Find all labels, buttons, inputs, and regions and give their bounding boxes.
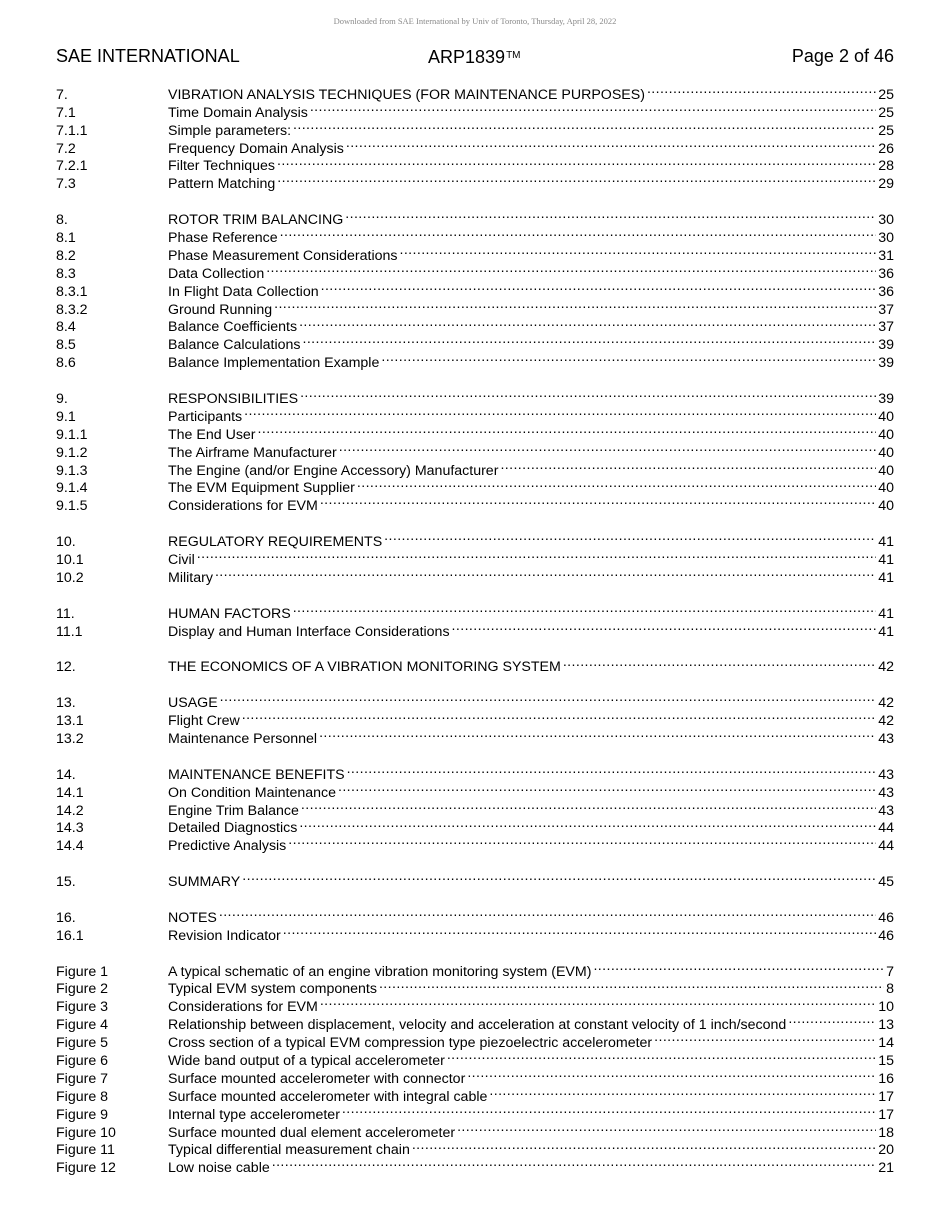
toc-entry-number: 7.1.1 xyxy=(56,122,88,139)
toc-entry-number: Figure 9 xyxy=(56,1106,109,1123)
toc-entry-page: 37 xyxy=(878,319,894,336)
toc-entry-page: 40 xyxy=(878,444,894,461)
toc-entry-page: 31 xyxy=(878,247,894,264)
toc-entry-page: 41 xyxy=(878,569,894,586)
toc-entry-title: In Flight Data Collection xyxy=(168,283,319,300)
dot-leader xyxy=(345,206,876,224)
dot-leader xyxy=(277,153,876,171)
dot-leader xyxy=(412,1137,876,1155)
toc-entry-page: 43 xyxy=(878,766,894,783)
toc-entry-page: 21 xyxy=(878,1160,894,1177)
toc-entry-title: Balance Coefficients xyxy=(168,319,298,336)
toc-entry-number: 10.1 xyxy=(56,552,84,569)
toc-entry-number: 8.5 xyxy=(56,337,76,354)
dot-leader xyxy=(338,779,876,797)
toc-entry-page: 46 xyxy=(878,909,894,926)
toc-entry xyxy=(56,958,894,980)
dot-leader xyxy=(274,296,876,314)
toc-entry-page: 28 xyxy=(878,158,894,175)
dot-leader xyxy=(379,976,884,994)
dot-leader xyxy=(288,832,876,850)
toc-entry-title: Phase Measurement Considerations xyxy=(168,247,398,264)
toc-entry-page: 36 xyxy=(878,265,894,282)
dot-leader xyxy=(563,654,876,672)
dot-leader xyxy=(593,958,884,976)
toc-entry-title: Internal type accelerometer xyxy=(168,1106,340,1123)
toc-entry-number: 8. xyxy=(56,212,68,229)
toc-entry-number: 9.1.5 xyxy=(56,498,88,515)
toc-entry-title: Frequency Domain Analysis xyxy=(168,140,344,157)
toc-section xyxy=(56,600,894,640)
toc-entry-title: ROTOR TRIM BALANCING xyxy=(168,212,344,229)
toc-section xyxy=(56,904,894,944)
toc-entry-number: 13. xyxy=(56,695,76,712)
toc-entry-number: Figure 8 xyxy=(56,1088,109,1105)
toc-entry-number: 7.2.1 xyxy=(56,158,88,175)
toc-entry-title: RESPONSIBILITIES xyxy=(168,391,299,408)
toc-entry-title: USAGE xyxy=(168,695,218,712)
toc-entry-number: Figure 7 xyxy=(56,1070,109,1087)
toc-entry-number: 16. xyxy=(56,909,76,926)
dot-leader xyxy=(293,600,877,618)
toc-entry-page: 41 xyxy=(878,623,894,640)
toc-entry-title: THE ECONOMICS OF A VIBRATION MONITORING SYSTEM xyxy=(168,659,561,676)
toc-entry xyxy=(56,868,894,891)
toc-entry-number: 11.1 xyxy=(56,623,83,640)
toc-entry-number: 14. xyxy=(56,766,76,783)
toc-entry-title: Relationship between displacement, velocity and acceleration at constant velocity of 1 inch/second xyxy=(168,1017,787,1034)
toc-entry-title: Military xyxy=(168,569,213,586)
toc-entry xyxy=(56,654,894,676)
toc-entry xyxy=(56,600,894,622)
toc-entry-title: HUMAN FACTORS xyxy=(168,605,291,622)
toc-entry-page: 40 xyxy=(878,462,894,479)
toc-entry xyxy=(56,689,894,712)
dot-leader xyxy=(293,117,876,135)
toc-entry-title: Data Collection xyxy=(168,265,265,282)
toc-entry-number: Figure 10 xyxy=(56,1124,116,1141)
toc-entry-title: Typical differential measurement chain xyxy=(168,1142,410,1159)
toc-section xyxy=(56,81,894,193)
dot-leader xyxy=(467,1065,876,1083)
toc-entry-number: 14.4 xyxy=(56,838,84,855)
toc-entry-number: 10.2 xyxy=(56,569,84,586)
dot-leader xyxy=(299,815,876,833)
toc-entry-title: Typical EVM system components xyxy=(168,981,377,998)
dot-leader xyxy=(280,224,877,242)
toc-entry-page: 40 xyxy=(878,498,894,515)
toc-entry-number: 15. xyxy=(56,874,76,891)
toc-entry-title: Cross section of a typical EVM compression type piezoelectric accelerometer xyxy=(168,1035,653,1052)
dot-leader xyxy=(339,439,876,457)
dot-leader xyxy=(283,922,876,940)
toc-entry-title: MAINTENANCE BENEFITS xyxy=(168,766,345,783)
toc-entry-page: 25 xyxy=(878,122,894,139)
toc-entry-page: 30 xyxy=(878,212,894,229)
toc-entry-page: 7 xyxy=(886,963,894,980)
toc-section xyxy=(56,868,894,891)
toc-entry-page: 42 xyxy=(878,713,894,730)
toc-entry-page: 42 xyxy=(878,695,894,712)
toc-entry-number: Figure 3 xyxy=(56,999,109,1016)
toc-entry-page: 41 xyxy=(878,534,894,551)
toc-entry-title: Detailed Diagnostics xyxy=(168,820,298,837)
toc-entry-page: 36 xyxy=(878,283,894,300)
toc-entry-page: 39 xyxy=(878,355,894,372)
dot-leader xyxy=(242,868,876,886)
dot-leader xyxy=(266,260,876,278)
toc-section xyxy=(56,206,894,372)
toc-entry-title: Flight Crew xyxy=(168,713,240,730)
toc-entry-title: VIBRATION ANALYSIS TECHNIQUES (FOR MAINTENANCE PURPOSES) xyxy=(168,86,645,103)
toc-entry-page: 20 xyxy=(878,1142,894,1159)
dot-leader xyxy=(320,993,876,1011)
toc-entry-number: 7. xyxy=(56,86,68,103)
toc-entry-page: 40 xyxy=(878,408,894,425)
toc-entry-title: Revision Indicator xyxy=(168,927,281,944)
dot-leader xyxy=(381,349,876,367)
toc-entry-page: 25 xyxy=(878,86,894,103)
toc-entry-page: 37 xyxy=(878,301,894,318)
toc-entry-page: 17 xyxy=(878,1106,894,1123)
toc-entry-number: Figure 2 xyxy=(56,981,109,998)
dot-leader xyxy=(500,457,876,475)
toc-entry-number: 8.4 xyxy=(56,319,76,336)
toc-entry-page: 43 xyxy=(878,784,894,801)
toc-entry-number: 8.3.2 xyxy=(56,301,88,318)
dot-leader xyxy=(452,618,877,636)
dot-leader xyxy=(342,1101,876,1119)
toc-entry-number: 7.1 xyxy=(56,104,76,121)
dot-leader xyxy=(321,278,877,296)
dot-leader xyxy=(647,81,876,99)
dot-leader xyxy=(384,528,876,546)
toc-entry-title: Surface mounted dual element accelerometer xyxy=(168,1124,456,1141)
toc-entry-title: On Condition Maintenance xyxy=(168,784,336,801)
dot-leader xyxy=(489,1083,876,1101)
toc-entry-title: Phase Reference xyxy=(168,230,278,247)
toc-entry-title: Low noise cable xyxy=(168,1160,270,1177)
dot-leader xyxy=(310,99,876,117)
toc-entry-page: 29 xyxy=(878,176,894,193)
toc-section xyxy=(56,385,894,515)
toc-entry xyxy=(56,904,894,926)
dot-leader xyxy=(242,707,876,725)
toc-entry-title: Time Domain Analysis xyxy=(168,104,308,121)
toc-entry-page: 8 xyxy=(886,981,894,998)
toc-entry-page: 16 xyxy=(878,1070,894,1087)
toc-entry-title: Predictive Analysis xyxy=(168,838,287,855)
toc-entry-number: 9.1.1 xyxy=(56,426,88,443)
toc-section xyxy=(56,958,894,1177)
toc-entry-page: 13 xyxy=(878,1017,894,1034)
toc-entry xyxy=(56,385,894,408)
toc-section xyxy=(56,689,894,747)
toc-section xyxy=(56,654,894,676)
dot-leader xyxy=(303,331,877,349)
toc-entry-title: Pattern Matching xyxy=(168,176,276,193)
page-header xyxy=(56,44,894,68)
toc-entry xyxy=(56,81,894,103)
toc-entry-page: 14 xyxy=(878,1035,894,1052)
toc-entry-number: 8.3 xyxy=(56,265,76,282)
toc-entry xyxy=(56,206,894,229)
document-number xyxy=(428,44,521,69)
toc-entry-page: 25 xyxy=(878,104,894,121)
toc-entry-page: 45 xyxy=(878,874,894,891)
toc-entry-title: Surface mounted accelerometer with integral cable xyxy=(168,1088,488,1105)
dot-leader xyxy=(300,385,876,403)
toc-entry-title: The End User xyxy=(168,426,256,443)
dot-leader xyxy=(347,761,877,779)
toc-entry-number: 7.3 xyxy=(56,176,76,193)
toc-entry-title: Ground Running xyxy=(168,301,273,318)
toc-entry-page: 15 xyxy=(878,1052,894,1069)
toc-entry-number: 12. xyxy=(56,659,76,676)
toc-entry-title: The Airframe Manufacturer xyxy=(168,444,337,461)
dot-leader xyxy=(219,904,876,922)
toc-entry-page: 40 xyxy=(878,426,894,443)
toc-entry-number: 14.2 xyxy=(56,802,84,819)
toc-entry-number: 8.1 xyxy=(56,230,76,247)
dot-leader xyxy=(400,242,877,260)
page-indicator: Page 2 of 46 xyxy=(791,46,894,66)
toc-section xyxy=(56,761,894,855)
toc-entry-title: Maintenance Personnel xyxy=(168,730,318,747)
toc-entry-title: NOTES xyxy=(168,909,217,926)
toc-entry-number: Figure 12 xyxy=(56,1160,116,1177)
dot-leader xyxy=(258,421,877,439)
toc-entry-title: Civil xyxy=(168,552,195,569)
toc-entry-title: Engine Trim Balance xyxy=(168,802,299,819)
toc-entry-number: Figure 6 xyxy=(56,1052,109,1069)
toc-entry-page: 42 xyxy=(878,659,894,676)
dot-leader xyxy=(244,403,876,421)
toc-entry xyxy=(56,528,894,551)
toc-entry-title: Display and Human Interface Considerations xyxy=(168,623,450,640)
toc-entry-number: 9.1.3 xyxy=(56,462,88,479)
dot-leader xyxy=(447,1047,876,1065)
toc-entry-number: 9.1.4 xyxy=(56,480,88,497)
dot-leader xyxy=(299,314,876,332)
toc-entry-page: 39 xyxy=(878,337,894,354)
dot-leader xyxy=(654,1029,876,1047)
toc-entry-number: 7.2 xyxy=(56,140,76,157)
toc-entry-title: The EVM Equipment Supplier xyxy=(168,480,355,497)
toc-entry-number: 14.3 xyxy=(56,820,84,837)
toc-entry-page: 26 xyxy=(878,140,894,157)
dot-leader xyxy=(277,170,876,188)
toc-entry-title: Wide band output of a typical accelerometer xyxy=(168,1052,445,1069)
toc-entry-number: 9.1.2 xyxy=(56,444,88,461)
toc-entry-number: 8.3.1 xyxy=(56,283,88,300)
toc-entry-page: 17 xyxy=(878,1088,894,1105)
toc-entry-number: 14.1 xyxy=(56,784,84,801)
toc-entry xyxy=(56,761,894,783)
toc-entry-title: Balance Implementation Example xyxy=(168,355,380,372)
toc-entry-number: 13.1 xyxy=(56,713,84,730)
toc-entry-title: REGULATORY REQUIREMENTS xyxy=(168,534,383,551)
toc-entry-number: Figure 1 xyxy=(56,963,109,980)
toc-entry-page: 10 xyxy=(878,999,894,1016)
dot-leader xyxy=(215,564,876,582)
toc-entry-number: Figure 5 xyxy=(56,1035,109,1052)
toc-entry-title: A typical schematic of an engine vibration monitoring system (EVM) xyxy=(168,963,592,980)
toc-entry-title: Considerations for EVM xyxy=(168,498,318,515)
toc-entry-page: 43 xyxy=(878,730,894,747)
dot-leader xyxy=(320,492,876,510)
trademark-mark: TM xyxy=(506,50,521,61)
toc-entry-page: 43 xyxy=(878,802,894,819)
toc-entry-page: 40 xyxy=(878,480,894,497)
toc-entry-number: 16.1 xyxy=(56,927,84,944)
toc-entry-page: 44 xyxy=(878,820,894,837)
toc-entry-number: 11. xyxy=(56,605,75,622)
toc-entry-number: 10. xyxy=(56,534,76,551)
dot-leader xyxy=(301,797,876,815)
toc-entry-number: 8.2 xyxy=(56,247,76,264)
dot-leader xyxy=(319,725,876,743)
toc-entry-title: Participants xyxy=(168,408,243,425)
toc-entry-number: Figure 4 xyxy=(56,1017,109,1034)
toc-entry-number: 13.2 xyxy=(56,730,84,747)
toc-entry-title: Filter Techniques xyxy=(168,158,275,175)
toc-entry-page: 44 xyxy=(878,838,894,855)
toc-entry-page: 18 xyxy=(878,1124,894,1141)
toc-entry-title: SUMMARY xyxy=(168,874,241,891)
toc-entry-page: 30 xyxy=(878,230,894,247)
table-of-contents xyxy=(56,81,894,1190)
toc-entry-title: Considerations for EVM xyxy=(168,999,318,1016)
toc-entry-number: 9. xyxy=(56,391,68,408)
toc-entry-page: 46 xyxy=(878,927,894,944)
dot-leader xyxy=(272,1154,876,1172)
dot-leader xyxy=(788,1011,876,1029)
dot-leader xyxy=(220,689,877,707)
dot-leader xyxy=(357,475,876,493)
dot-leader xyxy=(346,135,876,153)
document-id: ARP1839 xyxy=(428,47,506,67)
toc-section xyxy=(56,528,894,586)
toc-entry-number: Figure 11 xyxy=(56,1142,115,1159)
toc-entry-title: Simple parameters: xyxy=(168,122,292,139)
toc-entry-title: The Engine (and/or Engine Accessory) Manufacturer xyxy=(168,462,499,479)
toc-entry-title: Balance Calculations xyxy=(168,337,301,354)
toc-entry-number: 8.6 xyxy=(56,355,76,372)
toc-entry-page: 41 xyxy=(878,605,894,622)
organization-name: SAE INTERNATIONAL xyxy=(56,46,240,66)
dot-leader xyxy=(197,546,876,564)
download-notice: Downloaded from SAE International by Univ of Toronto, Thursday, April 28, 2022 xyxy=(333,16,617,26)
dot-leader xyxy=(457,1119,876,1137)
toc-entry-title: Surface mounted accelerometer with connector xyxy=(168,1070,466,1087)
toc-entry-page: 41 xyxy=(878,552,894,569)
toc-entry-page: 39 xyxy=(878,391,894,408)
toc-entry-number: 9.1 xyxy=(56,408,76,425)
